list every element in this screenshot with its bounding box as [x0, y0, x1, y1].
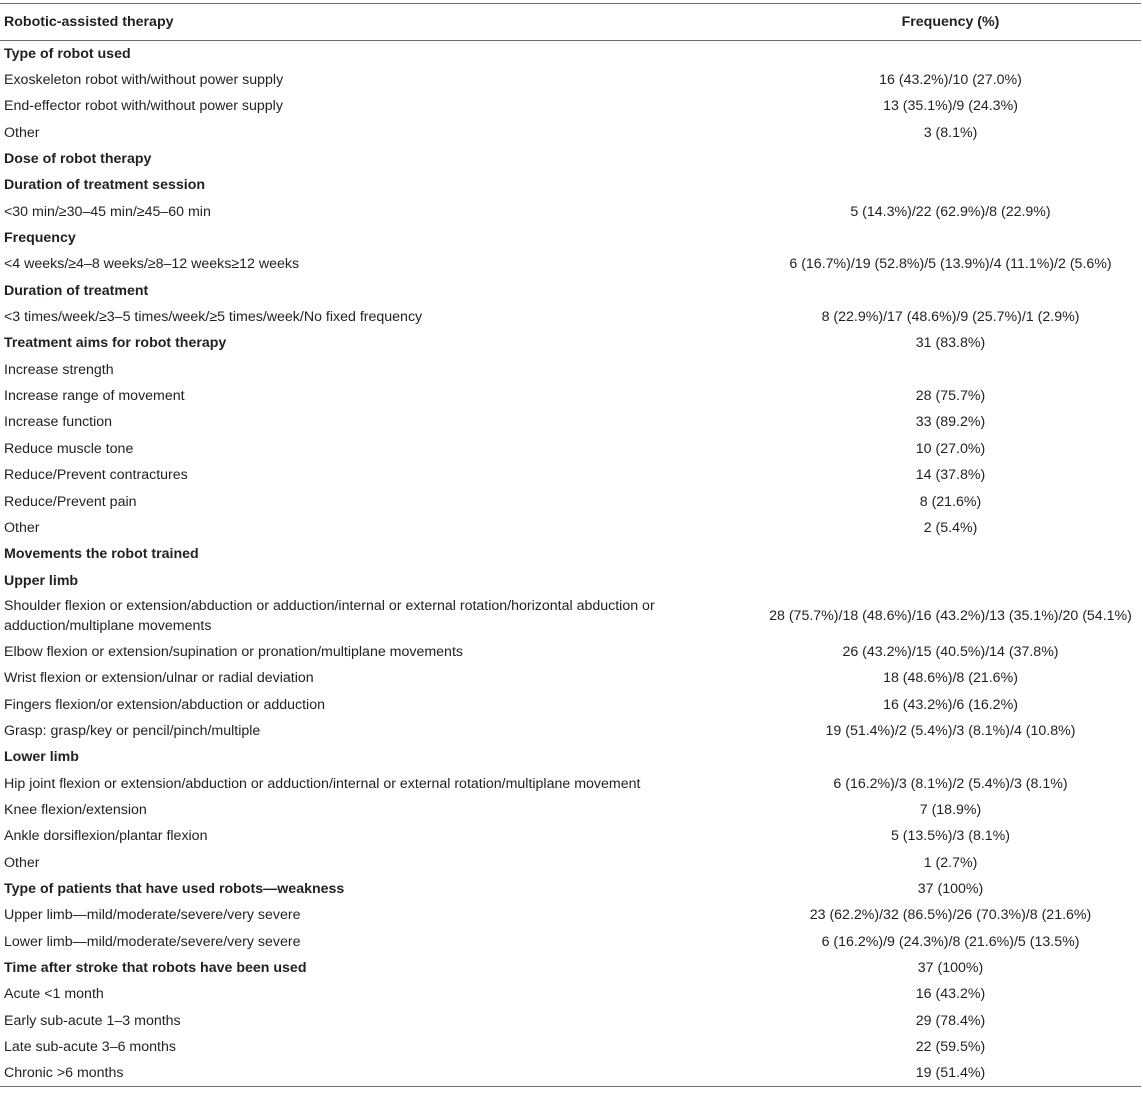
row-frequency: 18 (48.6%)/8 (21.6%) [883, 670, 1018, 687]
row-frequency: 8 (22.9%)/17 (48.6%)/9 (25.7%)/1 (2.9%) [821, 309, 1080, 326]
row-label: Shoulder flexion or extension/abduction or adduction/internal or external rotation/horizontal abduction or adduction/multiplane movements [4, 598, 655, 635]
table-row [0, 304, 1141, 330]
row-frequency: 6 (16.2%)/9 (24.3%)/8 (21.6%)/5 (13.5%) [821, 933, 1080, 950]
row-frequency: 7 (18.9%) [919, 801, 982, 818]
row-frequency [760, 744, 1141, 770]
row-label: Late sub-acute 3–6 months [4, 1039, 176, 1056]
row-label: Other [4, 124, 40, 141]
row-label: Exoskeleton robot with/without power supply [4, 72, 284, 89]
row-frequency: 6 (16.2%)/3 (8.1%)/2 (5.4%)/3 (8.1%) [833, 775, 1068, 792]
table-body [0, 41, 1141, 1087]
table-row [0, 383, 1141, 409]
row-label: Ankle dorsiflexion/plantar flexion [4, 828, 208, 845]
table-row [0, 1060, 1141, 1086]
table-row [0, 849, 1141, 875]
row-frequency [760, 225, 1141, 251]
table-row [0, 488, 1141, 514]
table-row [0, 929, 1141, 955]
row-frequency: 28 (75.7%)/18 (48.6%)/16 (43.2%)/13 (35.1%)/20 (54.1%) [769, 608, 1132, 625]
section-label: Upper limb [4, 572, 79, 589]
table-row [0, 251, 1141, 277]
row-frequency: 3 (8.1%) [923, 124, 978, 141]
row-frequency: 16 (43.2%)/6 (16.2%) [883, 696, 1018, 713]
section-row [0, 541, 1141, 567]
robot-therapy-table [0, 3, 1141, 1087]
row-frequency: 26 (43.2%)/15 (40.5%)/14 (37.8%) [842, 643, 1059, 660]
row-frequency: 33 (89.2%) [915, 414, 986, 431]
row-label: Wrist flexion or extension/ulnar or radial deviation [4, 670, 314, 687]
row-frequency: 8 (21.6%) [919, 493, 982, 510]
row-frequency: 10 (27.0%) [915, 440, 986, 457]
row-label: <3 times/week/≥3–5 times/week/≥5 times/week/No fixed frequency [4, 309, 423, 326]
table-row [0, 981, 1141, 1007]
section-row [0, 955, 1141, 981]
table-row [0, 1008, 1141, 1034]
section-row [0, 146, 1141, 172]
table-row [0, 515, 1141, 541]
table-row [0, 665, 1141, 691]
section-row [0, 41, 1141, 67]
row-frequency: 2 (5.4%) [923, 519, 978, 536]
row-frequency: 16 (43.2%) [915, 986, 986, 1003]
row-label: Fingers flexion/or extension/abduction or adduction [4, 696, 325, 713]
row-label: Increase range of movement [4, 388, 185, 405]
row-label: Elbow flexion or extension/supination or pronation/multiplane movements [4, 643, 463, 660]
row-label: Chronic >6 months [0, 1060, 760, 1086]
section-row [0, 278, 1141, 304]
table-row [0, 902, 1141, 928]
row-frequency: 16 (43.2%)/10 (27.0%) [879, 72, 1022, 89]
row-frequency: 37 (100%) [917, 960, 984, 977]
row-frequency: 28 (75.7%) [915, 388, 986, 405]
row-label: Other [4, 519, 40, 536]
row-frequency: 31 (83.8%) [915, 335, 986, 352]
row-frequency: 6 (16.7%)/19 (52.8%)/5 (13.9%)/4 (11.1%)/2 (5.6%) [789, 256, 1112, 273]
table-row [0, 691, 1141, 717]
row-label: Knee flexion/extension [4, 801, 147, 818]
section-label: Frequency [4, 230, 76, 247]
section-label: Duration of treatment session [4, 177, 206, 194]
row-frequency: 14 (37.8%) [915, 467, 986, 484]
row-label: Early sub-acute 1–3 months [4, 1012, 181, 1029]
row-frequency: 29 (78.4%) [915, 1012, 986, 1029]
row-frequency: 1 (2.7%) [923, 854, 978, 871]
section-label: Movements the robot trained [4, 546, 199, 563]
header-frequency: Frequency (%) [760, 4, 1141, 41]
table-row [0, 436, 1141, 462]
row-frequency: 5 (14.3%)/22 (62.9%)/8 (22.9%) [850, 203, 1051, 220]
row-frequency: 22 (59.5%) [915, 1039, 986, 1056]
row-frequency: 23 (62.2%)/32 (86.5%)/26 (70.3%)/8 (21.6%) [809, 907, 1092, 924]
row-label: Reduce muscle tone [4, 440, 134, 457]
row-frequency [760, 357, 1141, 383]
row-frequency [760, 278, 1141, 304]
header-therapy: Robotic-assisted therapy [0, 4, 760, 41]
section-label: Duration of treatment [4, 282, 149, 299]
table-row [0, 797, 1141, 823]
section-row [0, 225, 1141, 251]
section-label: Type of patients that have used robots—weakness [4, 880, 345, 897]
section-label: Treatment aims for robot therapy [4, 335, 227, 352]
row-label: End-effector robot with/without power supply [4, 98, 283, 115]
row-label: Reduce/Prevent contractures [4, 467, 188, 484]
table-header [0, 4, 1141, 41]
section-row [0, 330, 1141, 356]
row-frequency: 5 (13.5%)/3 (8.1%) [890, 828, 1011, 845]
row-frequency: 37 (100%) [917, 880, 984, 897]
row-frequency: 13 (35.1%)/9 (24.3%) [883, 98, 1018, 115]
table-row [0, 823, 1141, 849]
row-label: Hip joint flexion or extension/abduction or adduction/internal or external rotation/multiplane movement [4, 775, 641, 792]
table-row [0, 120, 1141, 146]
row-frequency [760, 541, 1141, 567]
row-frequency: 19 (51.4%) [760, 1060, 1141, 1086]
row-label: <30 min/≥30–45 min/≥45–60 min [4, 203, 211, 220]
section-label: Dose of robot therapy [4, 151, 152, 168]
table-row [0, 93, 1141, 119]
row-frequency [760, 567, 1141, 593]
row-frequency: 19 (51.4%)/2 (5.4%)/3 (8.1%)/4 (10.8%) [825, 722, 1076, 739]
row-label: Grasp: grasp/key or pencil/pinch/multiple [4, 722, 261, 739]
section-row [0, 172, 1141, 198]
table-row [0, 594, 1141, 639]
row-label: Acute <1 month [4, 986, 104, 1003]
row-label: Upper limb—mild/moderate/severe/very severe [4, 907, 301, 924]
row-frequency [760, 41, 1141, 67]
table-row [0, 409, 1141, 435]
table-row [0, 67, 1141, 93]
row-label: Increase strength [4, 361, 114, 378]
row-label: <4 weeks/≥4–8 weeks/≥8–12 weeks≥12 weeks [4, 256, 300, 273]
row-frequency [760, 172, 1141, 198]
section-row [0, 567, 1141, 593]
row-label: Lower limb—mild/moderate/severe/very severe [4, 933, 301, 950]
header-row [0, 4, 1141, 41]
table-row [0, 1034, 1141, 1060]
row-label: Other [4, 854, 40, 871]
row-label: Increase function [4, 414, 113, 431]
row-frequency [760, 146, 1141, 172]
section-label: Lower limb [4, 749, 79, 766]
section-row [0, 876, 1141, 902]
row-label: Reduce/Prevent pain [4, 493, 137, 510]
table-row [0, 718, 1141, 744]
table-row [0, 199, 1141, 225]
table-row [0, 639, 1141, 665]
table-row [0, 462, 1141, 488]
section-label: Time after stroke that robots have been used [4, 960, 307, 977]
section-row [0, 744, 1141, 770]
table-row [0, 770, 1141, 796]
section-label: Type of robot used [4, 45, 131, 62]
table-row [0, 357, 1141, 383]
